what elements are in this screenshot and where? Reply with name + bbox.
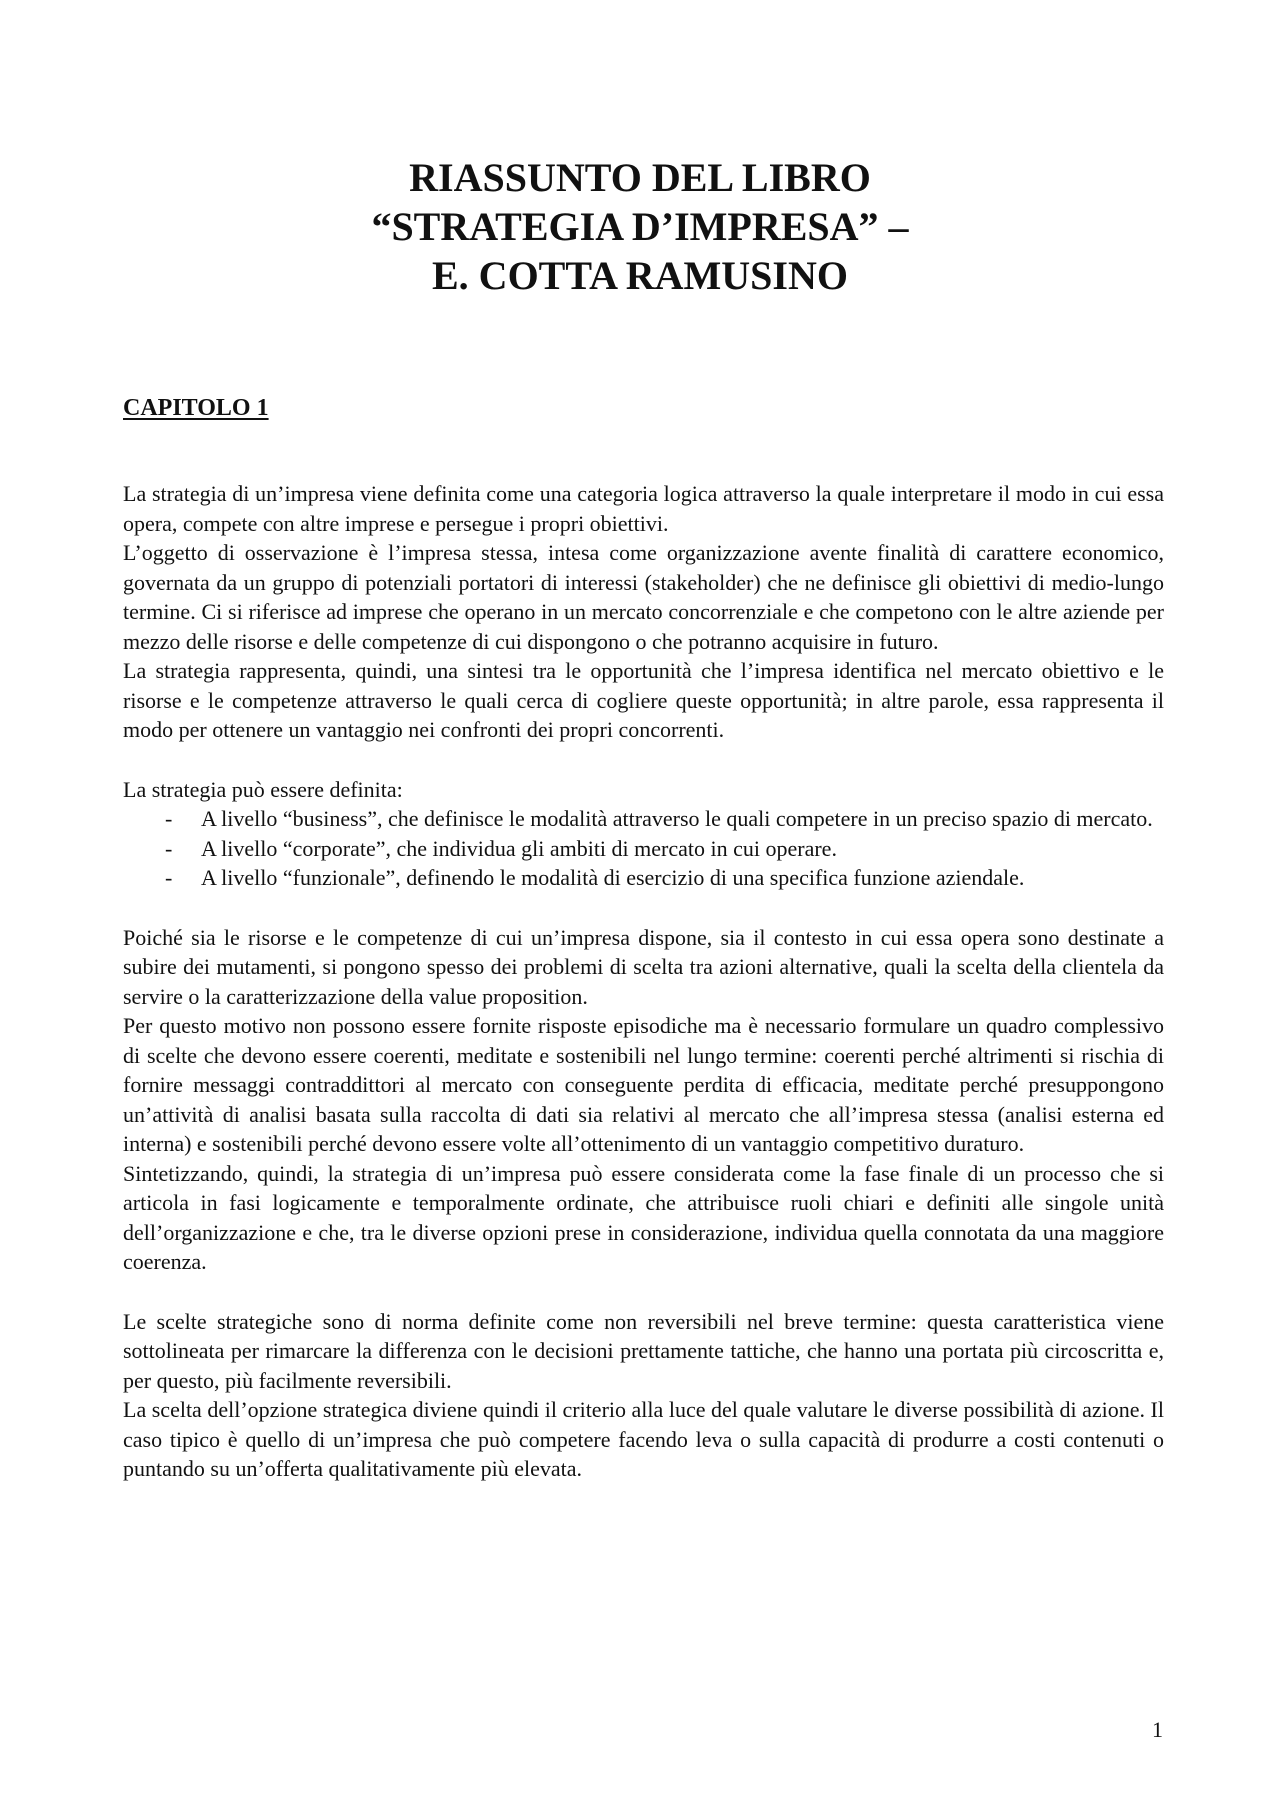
list-item-text: A livello “funzionale”, definendo le modalità di esercizio di una specifica funzione aziendale.	[201, 865, 1025, 890]
title-line-1: RIASSUNTO DEL LIBRO	[409, 155, 871, 200]
bullet-marker: -	[165, 806, 173, 831]
document-title	[0, 153, 1280, 300]
paragraph: Per questo motivo non possono essere fornite risposte episodiche ma è necessario formulare un quadro complessivo di scelte che devono essere coerenti, meditate e sostenibili nel lungo termine: coerenti perché altrimenti si rischia di fornire messaggi contraddittori al mercato con conseguente perdita di efficacia, meditate perché presuppongono un’attività di analisi basata sulla raccolta di dati sia relativi al mercato che all’impresa stessa (analisi esterna ed interna) e sostenibili perché devono essere volte all’ottenimento di un vantaggio competitivo duraturo.	[123, 1013, 1164, 1156]
list-item-text: A livello “corporate”, che individua gli ambiti di mercato in cui operare.	[201, 835, 837, 861]
title-line-2: “STRATEGIA D’IMPRESA” –	[371, 204, 909, 249]
paragraph: La strategia di un’impresa viene definita come una categoria logica attraverso la quale interpretare il modo in cui essa opera, compete con altre imprese e persegue i propri obiettivi.	[123, 481, 1164, 536]
paragraph: Le scelte strategiche sono di norma definite come non reversibili nel breve termine: questa caratteristica viene sottolineata per rimarcare la differenza con le decisioni prettamente tattiche, che hanno una portata più circoscritta e, per questo, più facilmente reversibili.	[123, 1308, 1164, 1393]
chapter-heading: CAPITOLO 1	[123, 395, 269, 421]
paragraph-gap	[123, 1277, 1164, 1307]
paragraph-gap	[123, 893, 1164, 923]
page-number: 1	[1152, 1717, 1163, 1742]
paragraph: La strategia può essere definita:	[123, 776, 403, 802]
paragraph: L’oggetto di osservazione è l’impresa stessa, intesa come organizzazione avente finalità di carattere economico, governata da un gruppo di potenziali portatori di interessi (stakeholder) che ne definisce gli obiettivi di medio-lungo termine. Ci si riferisce ad imprese che operano in un mercato concorrenziale e che competono con le altre aziende per mezzo delle risorse e delle competenze di cui dispongono o che potranno acquisire in futuro.	[123, 540, 1164, 654]
list-item	[123, 834, 1164, 864]
paragraph: Poiché sia le risorse e le competenze di cui un’impresa dispone, sia il contesto in cui essa opera sono destinate a subire dei mutamenti, si pongono spesso dei problemi di scelta tra azioni alternative, quali la scelta della clientela da servire o la caratterizzazione della value proposition.	[123, 924, 1164, 1009]
bullet-marker: -	[165, 835, 173, 861]
bullet-list	[123, 804, 1164, 893]
body-text	[123, 479, 1164, 1484]
paragraph: Sintetizzando, quindi, la strategia di un’impresa può essere considerata come la fase finale di un processo che si articola in fasi logicamente e temporalmente ordinate, che attribuisce ruoli chiari e definiti alle singole unità dell’organizzazione e che, tra le diverse opzioni prese in considerazione, individua quella connotata da una maggiore coerenza.	[123, 1160, 1164, 1274]
list-item	[123, 804, 1164, 834]
paragraph: La strategia rappresenta, quindi, una sintesi tra le opportunità che l’impresa identifica nel mercato obiettivo e le risorse e le competenze attraverso le quali cerca di cogliere queste opportunità; in altre parole, essa rappresenta il modo per ottenere un vantaggio nei confronti dei propri concorrenti.	[123, 658, 1164, 742]
bullet-marker: -	[165, 865, 173, 890]
list-item	[123, 863, 1164, 893]
title-line-3: E. COTTA RAMUSINO	[432, 253, 848, 298]
paragraph: La scelta dell’opzione strategica diviene quindi il criterio alla luce del quale valutare le diverse possibilità di azione. Il caso tipico è quello di un’impresa che può competere facendo leva o sulla capacità di produrre a costi contenuti o puntando su un’offerta qualitativamente più elevata.	[123, 1397, 1164, 1481]
paragraph-gap	[123, 745, 1164, 775]
list-item-text: A livello “business”, che definisce le modalità attraverso le quali competere in un preciso spazio di mercato.	[201, 806, 1153, 831]
